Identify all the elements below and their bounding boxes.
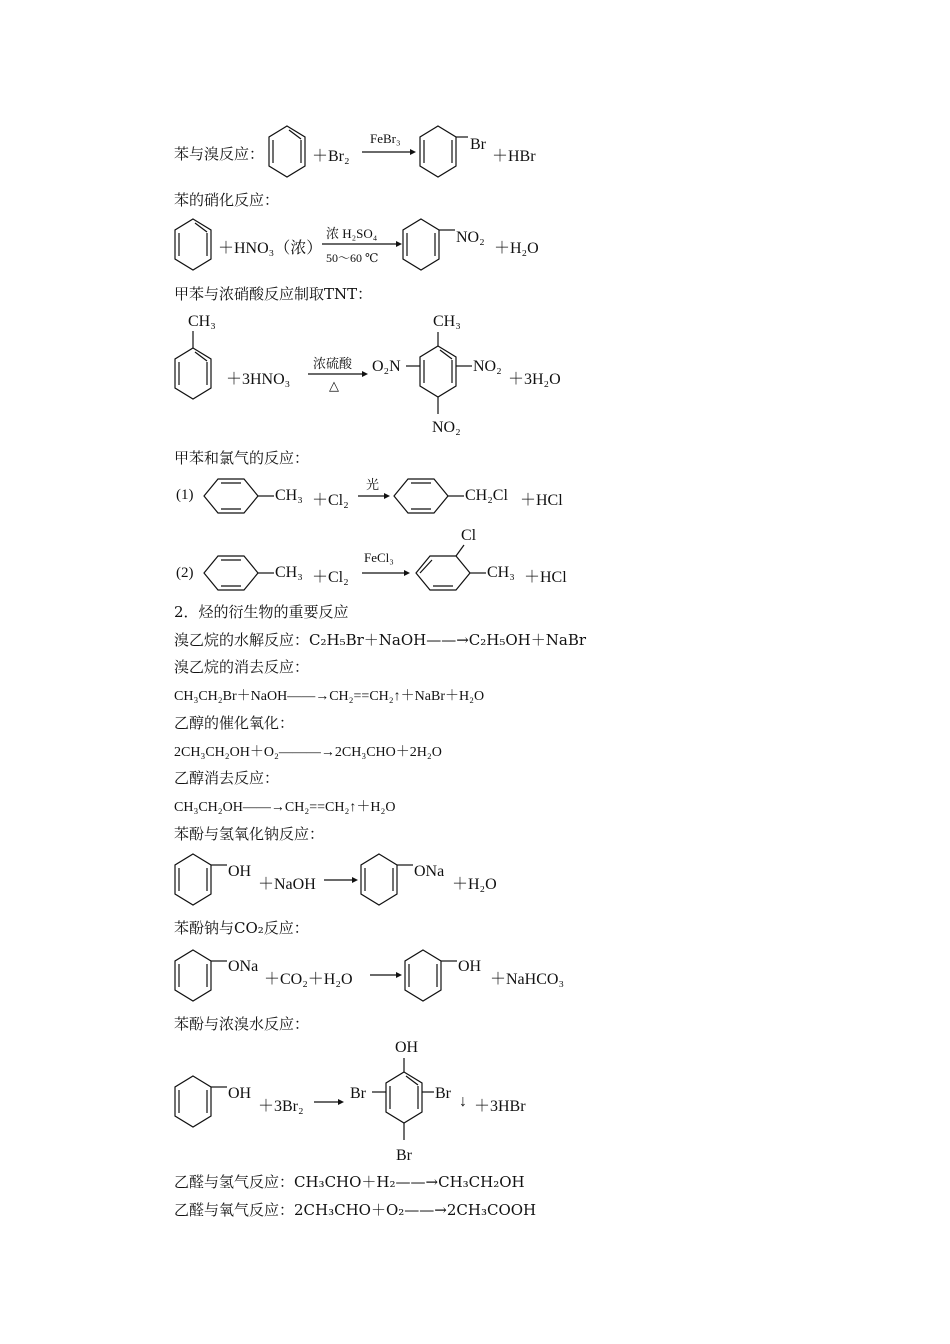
toluene-methyl: CH₃ bbox=[188, 313, 216, 330]
tribromophenol-right-br: Br bbox=[435, 1085, 451, 1102]
product-water: ＋H₂O bbox=[452, 876, 497, 893]
tnt-bottom-no2: NO₂ bbox=[432, 419, 461, 436]
text-line: 乙醇消去反应： bbox=[174, 769, 280, 787]
tnt-left-no2: O₂N bbox=[372, 358, 401, 375]
text-line: CH₃CH₂OH——→CH₂==CH₂↑＋H₂O bbox=[174, 800, 396, 815]
caption-nitration: 苯的硝化反应： bbox=[174, 191, 280, 209]
product-methyl-2: CH₃ bbox=[487, 564, 515, 581]
toluene-methyl-2: CH₃ bbox=[275, 564, 303, 581]
text-line: 乙醛与氢气反应：CH₃CHO＋H₂——→CH₃CH₂OH bbox=[174, 1173, 525, 1191]
condition-h2so4-conc: 浓硫酸 bbox=[313, 356, 353, 371]
precipitate-arrow: ↓ bbox=[459, 1093, 467, 1110]
product-water: ＋H₂O bbox=[494, 240, 539, 257]
reagent-3br2: ＋3Br₂ bbox=[258, 1098, 304, 1115]
text-line: 溴乙烷的水解反应：C₂H₅Br＋NaOH——→C₂H₅OH＋NaBr bbox=[174, 631, 587, 649]
caption-phenoxide-co2: 苯酚钠与CO₂反应： bbox=[174, 919, 309, 937]
caption-benzene-bromination: 苯与溴反应： bbox=[174, 145, 265, 163]
catalyst-febr3: FeBr₃ bbox=[370, 131, 401, 146]
condition-light: 光 bbox=[366, 477, 380, 492]
product-hcl-1: ＋HCl bbox=[520, 492, 563, 509]
phenol-oh: OH bbox=[228, 863, 252, 880]
text-line: CH₃CH₂Br＋NaOH——→CH₂==CH₂↑＋NaBr＋H₂O bbox=[174, 689, 485, 704]
product-3hbr: ＋3HBr bbox=[474, 1098, 526, 1115]
tnt-methyl: CH₃ bbox=[433, 313, 461, 330]
tnt-right-no2: NO₂ bbox=[473, 358, 502, 375]
tribromophenol-oh: OH bbox=[395, 1039, 419, 1056]
product-nahco3: ＋NaHCO₃ bbox=[490, 971, 565, 988]
product-hcl-2: ＋HCl bbox=[524, 569, 567, 586]
reagent-cl2-2: ＋Cl₂ bbox=[312, 569, 349, 586]
condition-temperature: 50～60 ℃ bbox=[326, 251, 379, 265]
caption-phenol-bromine: 苯酚与浓溴水反应： bbox=[174, 1015, 310, 1033]
equation-number-2: (2) bbox=[176, 565, 194, 581]
condition-heat: △ bbox=[329, 378, 339, 393]
reagent-co2-water: ＋CO₂＋H₂O bbox=[264, 971, 353, 988]
caption-toluene-chlorination: 甲苯和氯气的反应： bbox=[174, 449, 310, 467]
reagent-cl2-1: ＋Cl₂ bbox=[312, 492, 349, 509]
caption-tnt: 甲苯与浓硝酸反应制取TNT： bbox=[174, 285, 373, 303]
text-line: 2CH₃CH₂OH＋O₂———→2CH₃CHO＋2H₂O bbox=[174, 745, 442, 760]
reagent-br2: ＋Br₂ bbox=[312, 148, 350, 165]
toluene-methyl-1: CH₃ bbox=[275, 487, 303, 504]
product-no2: NO₂ bbox=[456, 229, 485, 246]
tribromophenol-bottom-br: Br bbox=[396, 1147, 412, 1164]
product-hbr: ＋HBr bbox=[492, 148, 536, 165]
product-br: Br bbox=[470, 136, 486, 153]
product-ona: ONa bbox=[414, 863, 445, 880]
product-cl: Cl bbox=[461, 527, 477, 544]
text-line: 乙醇的催化氧化： bbox=[174, 714, 295, 732]
product-ch2cl: CH₂Cl bbox=[465, 487, 508, 504]
phenoxide-ona: ONa bbox=[228, 958, 259, 975]
tribromophenol-left-br: Br bbox=[350, 1085, 366, 1102]
reagent-hno3: ＋HNO₃（浓） bbox=[218, 240, 323, 257]
reagent-3hno3: ＋3HNO₃ bbox=[226, 371, 291, 388]
catalyst-fecl3: FeCl₃ bbox=[364, 550, 394, 565]
text-line: 溴乙烷的消去反应： bbox=[174, 658, 310, 676]
section-heading: 2．烃的衍生物的重要反应 bbox=[174, 603, 349, 621]
phenol-oh: OH bbox=[228, 1085, 252, 1102]
equation-number-1: (1) bbox=[176, 487, 194, 503]
product-3water: ＋3H₂O bbox=[508, 371, 561, 388]
text-line: 乙醛与氧气反应：2CH₃CHO＋O₂——→2CH₃COOH bbox=[174, 1201, 537, 1219]
text-line: 苯酚与氢氧化钠反应： bbox=[174, 825, 325, 843]
reagent-naoh: ＋NaOH bbox=[258, 876, 316, 893]
product-oh: OH bbox=[458, 958, 482, 975]
condition-h2so4: 浓 H₂SO₄ bbox=[326, 226, 378, 241]
